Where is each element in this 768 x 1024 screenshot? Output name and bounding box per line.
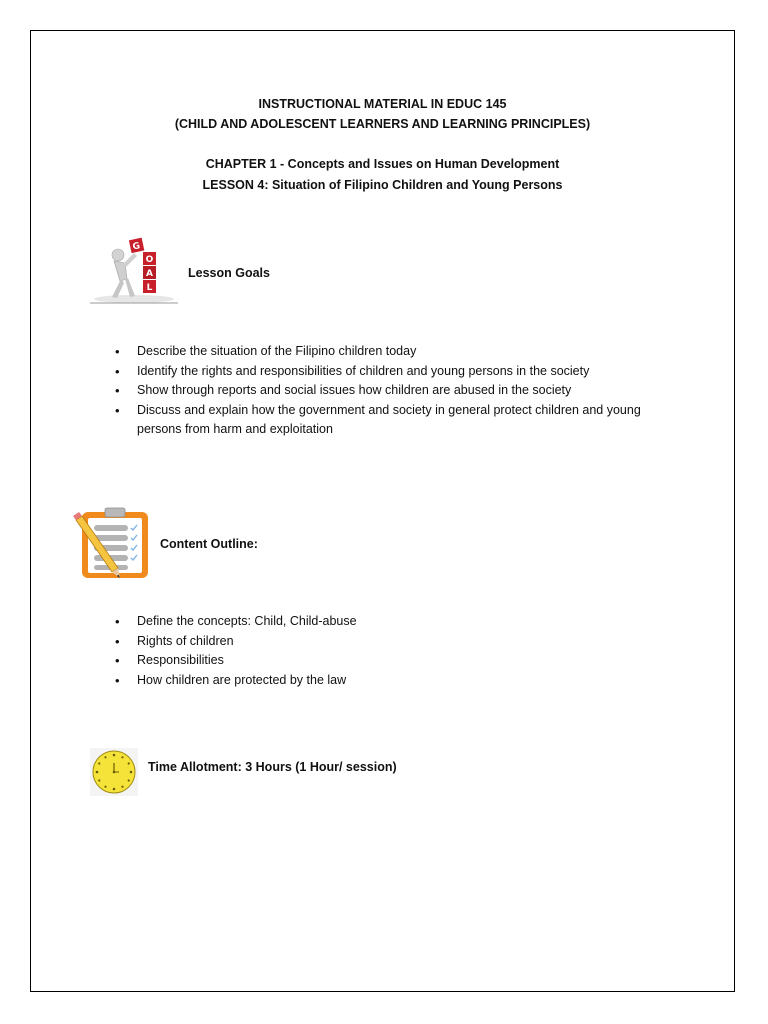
lesson-goals-label: Lesson Goals	[188, 266, 270, 280]
goal-letter-a: A	[146, 269, 153, 279]
lesson-goals-list	[108, 342, 668, 440]
content-outline-list	[108, 612, 668, 690]
goal-letter-g: G	[131, 241, 142, 253]
list-item: • Identify the rights and responsibilities of children and young persons in the society	[108, 362, 668, 382]
goal-letter-l: L	[146, 283, 153, 293]
list-item: • Rights of children	[108, 632, 668, 652]
chapter-title: CHAPTER 1 - Concepts and Issues on Human Development	[205, 157, 560, 171]
lesson-title: LESSON 4: Situation of Filipino Children and Young Persons	[202, 178, 563, 192]
document-subtitle: (CHILD AND ADOLESCENT LEARNERS AND LEARNING PRINCIPLES)	[174, 117, 591, 131]
list-item: • Discuss and explain how the government and society in general protect children and young persons from harm and exploitation	[108, 401, 668, 440]
list-item: • How children are protected by the law	[108, 671, 668, 691]
goal-letter-o: O	[145, 255, 154, 265]
content-outline-label: Content Outline:	[160, 537, 258, 551]
goal-blocks-icon	[90, 233, 178, 305]
document-title: INSTRUCTIONAL MATERIAL IN EDUC 145	[258, 97, 507, 111]
clock-icon	[90, 748, 138, 796]
list-item: • Describe the situation of the Filipino children today	[108, 342, 668, 362]
clipboard-checklist-icon	[72, 506, 152, 580]
time-allotment-label: Time Allotment: 3 Hours (1 Hour/ session)	[148, 760, 397, 774]
list-item: • Responsibilities	[108, 651, 668, 671]
list-item: • Define the concepts: Child, Child-abuse	[108, 612, 668, 632]
list-item: • Show through reports and social issues how children are abused in the society	[108, 381, 668, 401]
